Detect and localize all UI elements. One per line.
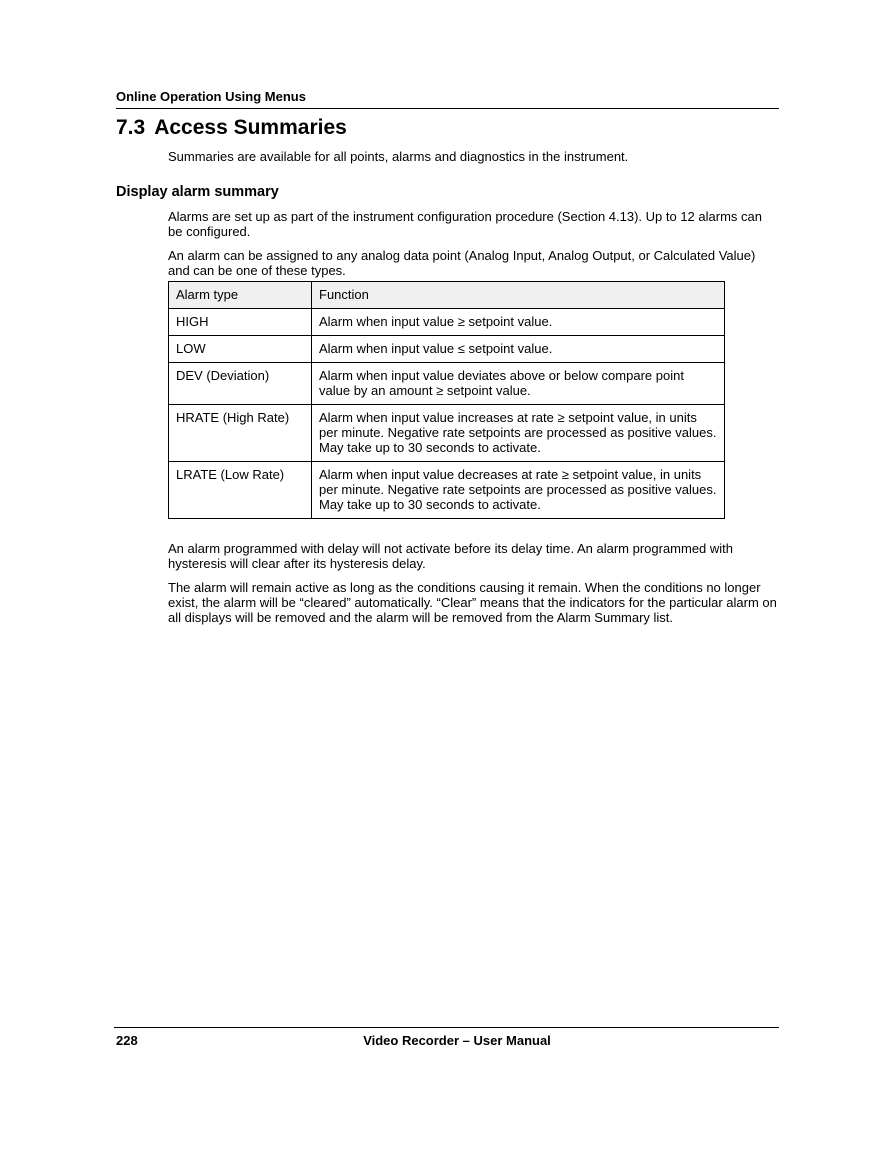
table-row (169, 363, 725, 405)
section-number: 7.3 (116, 116, 146, 139)
footer-divider (114, 1027, 779, 1028)
running-header: Online Operation Using Menus (116, 88, 779, 109)
alarm-types-table (168, 281, 725, 519)
table-header-alarm-type: Alarm type (169, 282, 312, 309)
alarm-function-cell: Alarm when input value ≥ setpoint value. (312, 309, 725, 336)
alarm-function-cell: Alarm when input value ≤ setpoint value. (312, 336, 725, 363)
alarm-type-cell: LRATE (Low Rate) (169, 462, 312, 519)
table-row (169, 462, 725, 519)
section-title (116, 115, 347, 141)
alarm-type-cell: DEV (Deviation) (169, 363, 312, 405)
alarm-clear-paragraph: The alarm will remain active as long as the conditions causing it remain. When the conditions no longer exist, the alarm will be “cleared” automatically. “Clear” means that the indicators for the particular alarm on all displays will be removed and the alarm will be removed from the Alarm Summary list. (168, 580, 777, 625)
table-header-row (169, 282, 725, 309)
alarm-setup-paragraph: Alarms are set up as part of the instrument configuration procedure (Section 4.13). Up to 12 alarms can be configured. (168, 209, 762, 239)
alarm-function-cell: Alarm when input value decreases at rate ≥ setpoint value, in units per minute. Negative rate setpoints are processed as positive values. May take up to 30 seconds to activate. (312, 462, 725, 519)
table-row (169, 309, 725, 336)
table-row (169, 405, 725, 462)
alarm-type-cell: HIGH (169, 309, 312, 336)
page-number: 228 (116, 1033, 138, 1048)
alarm-type-cell: HRATE (High Rate) (169, 405, 312, 462)
section-intro: Summaries are available for all points, alarms and diagnostics in the instrument. (168, 149, 629, 164)
alarm-type-cell: LOW (169, 336, 312, 363)
document-title: Video Recorder – User Manual (363, 1033, 551, 1048)
subsection-title: Display alarm summary (116, 184, 279, 200)
section-title-text: Access Summaries (154, 116, 347, 139)
table-header-function: Function (312, 282, 725, 309)
delay-hysteresis-paragraph: An alarm programmed with delay will not activate before its delay time. An alarm programmed with hysteresis will clear after its hysteresis delay. (168, 541, 734, 571)
alarm-function-cell: Alarm when input value increases at rate ≥ setpoint value, in units per minute. Negative rate setpoints are processed as positive values. May take up to 30 seconds to activate. (312, 405, 725, 462)
alarm-assignment-paragraph: An alarm can be assigned to any analog data point (Analog Input, Analog Output, or Calculated Value) and can be one of these types. (168, 248, 756, 278)
table-row (169, 336, 725, 363)
alarm-function-cell: Alarm when input value deviates above or below compare point value by an amount ≥ setpoint value. (312, 363, 725, 405)
